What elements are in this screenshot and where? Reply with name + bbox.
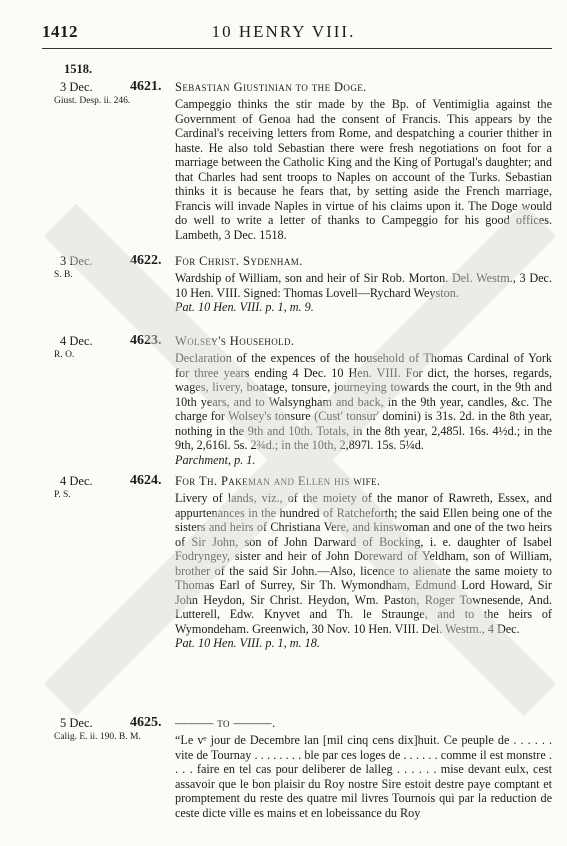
entry-title: Sebastian Giustinian to the Doge. [175, 80, 367, 94]
entry-title: For Th. Pakeman and Ellen his wife. [175, 474, 381, 488]
entry-body [175, 491, 552, 651]
entry-date: 5 Dec. [60, 716, 93, 730]
running-title: 10 HENRY VIII. [211, 22, 356, 41]
entry-text: Livery of lands, viz., of the moiety of the manor of Rawreth, Essex, and appurtenances in the hundred of Ratcheforth; the said Ellen being one of the sisters and heirs of Christiana Vere, and kinswoman and one of the two heirs of Sir John, son of John Darward of Bocking, i. e. daughter of Isabel Fodryngey, sister and heir of John Doreward of Yeldham, son of William, brother of the said Sir John.—Also, licence to alienate the same moiety to Thomas Earl of Surrey, Sir Th. Wymondham, Edmund Lord Howard, Sir John Heydon, Sir Christ. Heydon, Wm. Paston, Roger Townesende, And. Lutterell, Edw. Knyvet and Th. le Straunge, and to the heirs of Wymondeham. Greenwich, 30 Nov. 10 Hen. VIII. Del. Westm., 4 Dec. [175, 491, 552, 636]
entry-footnote: Pat. 10 Hen. VIII. p. 1, m. 18. [175, 636, 320, 651]
entry-text: Declaration of the expences of the household of Thomas Cardinal of York for three years ending 4 Dec. 10 Hen. VIII. For dict, the horses, regards, wages, livery, boatage, tonsure, journeying towards the court, in the 9th and 10th years, and to Walsyngham and back, in the 9th year, candles, &c. The charge for Wolsey's tonsure (Cust' tonsur' domini) is 31s. 2d. in the 8th year, nothing in the 9th and 10th. Totals, in the 8th year, 2,485l. 16s. 4½d.; in the 9th, 2,616l. 5s. 2¾d.; in the 10th, 2,897l. 15s. 5¼d. [175, 351, 552, 453]
entry-title: ——— to ———. [175, 716, 276, 730]
header-rule [42, 48, 552, 49]
entry-date: 4 Dec. [60, 474, 93, 488]
entry-number: 4623. [130, 333, 162, 348]
entry-text: Wardship of William, son and heir of Sir Rob. Morton. Del. Westm., 3 Dec. 10 Hen. VIII. Signed: Thomas Lovell—Rychard Weyston. [175, 271, 552, 300]
page-number: 1412 [42, 22, 78, 41]
entry-source: S. B. [54, 270, 73, 280]
entry-body: “Le vᵉ jour de Decembre lan [mil cinq cens dix]huit. Ce peuple de . . . . . . vite de Tournay . . . . . . . . ble par ces loges de . . . . . . comme il est monstre . . . . faire en tel cas pour deliberer de lalleg . . . . . . mise devant eulx, cest assavoir que le bon plaisir du Roy nostre Sire estoit destre paye comptant et promptement du reste des quatre mil livres Tournois qui par la reduction de ceste dicte ville es mains et en lobeissance du Roy [175, 733, 552, 820]
entry-number: 4625. [130, 715, 162, 730]
entry-body [175, 351, 552, 467]
entry-body [175, 271, 552, 315]
entry-footnote: Parchment, p. 1. [175, 452, 256, 467]
entry-body: Campeggio thinks the stir made by the Bp. of Ventimiglia against the Government of Genoa had the consent of Francis. This appears by the Cardinal's receiving letters from Rome, and despatching a courier thither in haste. He also told Sebastian there were fresh negotiations on foot for a marriage between the Catholic King and the King of Portugal's daughter; and that Charles had sent troops to Naples on account of the Turks. Sebastian thinks it is because he fears that, by setting aside the French marriage, Francis will invade Naples in virtue of his claims upon it. The Doge would do well to write a letter of thanks to Campeggio for his good offices. Lambeth, 3 Dec. 1518. [175, 97, 552, 242]
entry-source: Calig. E. ii. 190. B. M. [54, 732, 141, 742]
entry-number: 4621. [130, 79, 162, 94]
year-label: 1518. [64, 62, 93, 76]
page-header [0, 22, 567, 48]
entry-source: Giust. Desp. ii. 246. [54, 96, 131, 106]
entry-source: R. O. [54, 350, 75, 360]
entry-number: 4624. [130, 473, 162, 488]
entry-source: P. S. [54, 490, 71, 500]
entry-title: Wolsey's Household. [175, 334, 295, 348]
entry-footnote: Pat. 10 Hen. VIII. p. 1, m. 9. [175, 300, 314, 315]
entry-title: For Christ. Sydenham. [175, 254, 303, 268]
entry-date: 3 Dec. [60, 80, 93, 94]
entry-date: 3 Dec. [60, 254, 93, 268]
entry-date: 4 Dec. [60, 334, 93, 348]
entry-number: 4622. [130, 253, 162, 268]
